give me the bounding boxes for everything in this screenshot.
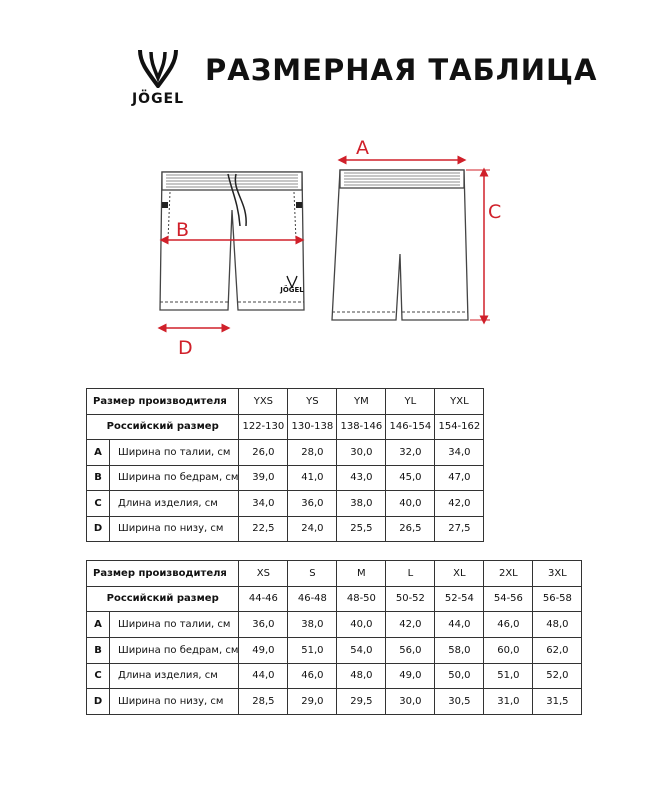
value-cell: 26,0 (239, 440, 288, 466)
row-letter: D (87, 516, 110, 542)
value-cell: 39,0 (239, 465, 288, 491)
value-cell: 40,0 (337, 612, 386, 638)
value-cell: 50,0 (435, 663, 484, 689)
table-row (87, 689, 582, 715)
value-cell: 30,5 (435, 689, 484, 715)
table-row (87, 663, 582, 689)
value-cell: 51,0 (484, 663, 533, 689)
russian-size-cell: 146-154 (386, 414, 435, 440)
value-cell: 38,0 (337, 491, 386, 517)
russian-size-cell: 52-54 (435, 586, 484, 612)
brand-name: JÖGEL (131, 91, 185, 107)
size-cell: XS (239, 561, 288, 587)
size-cell: YM (337, 389, 386, 415)
row-letter: A (87, 612, 110, 638)
size-cell: YXS (239, 389, 288, 415)
table-row (87, 389, 484, 415)
value-cell: 56,0 (386, 637, 435, 663)
russian-size-cell: 56-58 (533, 586, 582, 612)
russian-size-cell: 46-48 (288, 586, 337, 612)
value-cell: 22,5 (239, 516, 288, 542)
russian-size-cell: 44-46 (239, 586, 288, 612)
manufacturer-size-label: Размер производителя (87, 389, 239, 415)
row-letter: C (87, 491, 110, 517)
shorts-front (160, 172, 304, 310)
size-table-youth (86, 388, 484, 542)
value-cell: 43,0 (337, 465, 386, 491)
size-cell: XL (435, 561, 484, 587)
row-letter: A (87, 440, 110, 466)
size-cell: YL (386, 389, 435, 415)
label-a: A (356, 137, 369, 159)
russian-size-cell: 50-52 (386, 586, 435, 612)
size-cell: YS (288, 389, 337, 415)
table-row (87, 612, 582, 638)
row-name: Ширина по бедрам, см (110, 465, 239, 491)
value-cell: 52,0 (533, 663, 582, 689)
table-row (87, 414, 484, 440)
russian-size-label: Российский размер (87, 414, 239, 440)
table-row (87, 586, 582, 612)
russian-size-cell: 154-162 (435, 414, 484, 440)
size-cell: L (386, 561, 435, 587)
russian-size-label: Российский размер (87, 586, 239, 612)
size-cell: 2XL (484, 561, 533, 587)
value-cell: 48,0 (533, 612, 582, 638)
label-b: B (176, 219, 190, 241)
value-cell: 31,5 (533, 689, 582, 715)
row-name: Ширина по талии, см (110, 612, 239, 638)
value-cell: 28,5 (239, 689, 288, 715)
row-name: Ширина по низу, см (110, 689, 239, 715)
shorts-measurement-diagram (140, 130, 520, 360)
size-cell: S (288, 561, 337, 587)
row-name: Ширина по талии, см (110, 440, 239, 466)
manufacturer-size-label: Размер производителя (87, 561, 239, 587)
value-cell: 28,0 (288, 440, 337, 466)
value-cell: 54,0 (337, 637, 386, 663)
value-cell: 41,0 (288, 465, 337, 491)
row-letter: B (87, 465, 110, 491)
value-cell: 30,0 (386, 689, 435, 715)
row-name: Длина изделия, см (110, 491, 239, 517)
row-letter: B (87, 637, 110, 663)
value-cell: 31,0 (484, 689, 533, 715)
table-row (87, 637, 582, 663)
value-cell: 48,0 (337, 663, 386, 689)
value-cell: 25,5 (337, 516, 386, 542)
value-cell: 36,0 (288, 491, 337, 517)
table-row (87, 516, 484, 542)
row-letter: D (87, 689, 110, 715)
value-cell: 29,5 (337, 689, 386, 715)
shorts-back (332, 170, 468, 320)
garment-logo: JÖGEL (280, 286, 304, 294)
value-cell: 34,0 (435, 440, 484, 466)
table-row (87, 465, 484, 491)
size-cell: YXL (435, 389, 484, 415)
value-cell: 44,0 (239, 663, 288, 689)
table-row (87, 561, 582, 587)
row-letter: C (87, 663, 110, 689)
row-name: Длина изделия, см (110, 663, 239, 689)
value-cell: 44,0 (435, 612, 484, 638)
value-cell: 30,0 (337, 440, 386, 466)
row-name: Ширина по низу, см (110, 516, 239, 542)
value-cell: 47,0 (435, 465, 484, 491)
value-cell: 26,5 (386, 516, 435, 542)
value-cell: 49,0 (239, 637, 288, 663)
russian-size-cell: 54-56 (484, 586, 533, 612)
value-cell: 46,0 (288, 663, 337, 689)
value-cell: 40,0 (386, 491, 435, 517)
brand-logo (118, 48, 198, 112)
table-row (87, 491, 484, 517)
russian-size-cell: 48-50 (337, 586, 386, 612)
label-c: C (488, 201, 502, 223)
row-name: Ширина по бедрам, см (110, 637, 239, 663)
value-cell: 42,0 (435, 491, 484, 517)
value-cell: 29,0 (288, 689, 337, 715)
value-cell: 58,0 (435, 637, 484, 663)
label-d: D (178, 337, 193, 359)
value-cell: 27,5 (435, 516, 484, 542)
russian-size-cell: 138-146 (337, 414, 386, 440)
value-cell: 32,0 (386, 440, 435, 466)
size-cell: 3XL (533, 561, 582, 587)
table-row (87, 440, 484, 466)
value-cell: 46,0 (484, 612, 533, 638)
value-cell: 34,0 (239, 491, 288, 517)
brand-emblem-icon (136, 48, 180, 88)
value-cell: 36,0 (239, 612, 288, 638)
page-title: РАЗМЕРНАЯ ТАБЛИЦА (205, 53, 598, 87)
russian-size-cell: 122-130 (239, 414, 288, 440)
value-cell: 45,0 (386, 465, 435, 491)
value-cell: 38,0 (288, 612, 337, 638)
size-cell: M (337, 561, 386, 587)
size-table-adult (86, 560, 582, 715)
value-cell: 60,0 (484, 637, 533, 663)
russian-size-cell: 130-138 (288, 414, 337, 440)
value-cell: 62,0 (533, 637, 582, 663)
value-cell: 51,0 (288, 637, 337, 663)
value-cell: 49,0 (386, 663, 435, 689)
value-cell: 24,0 (288, 516, 337, 542)
value-cell: 42,0 (386, 612, 435, 638)
